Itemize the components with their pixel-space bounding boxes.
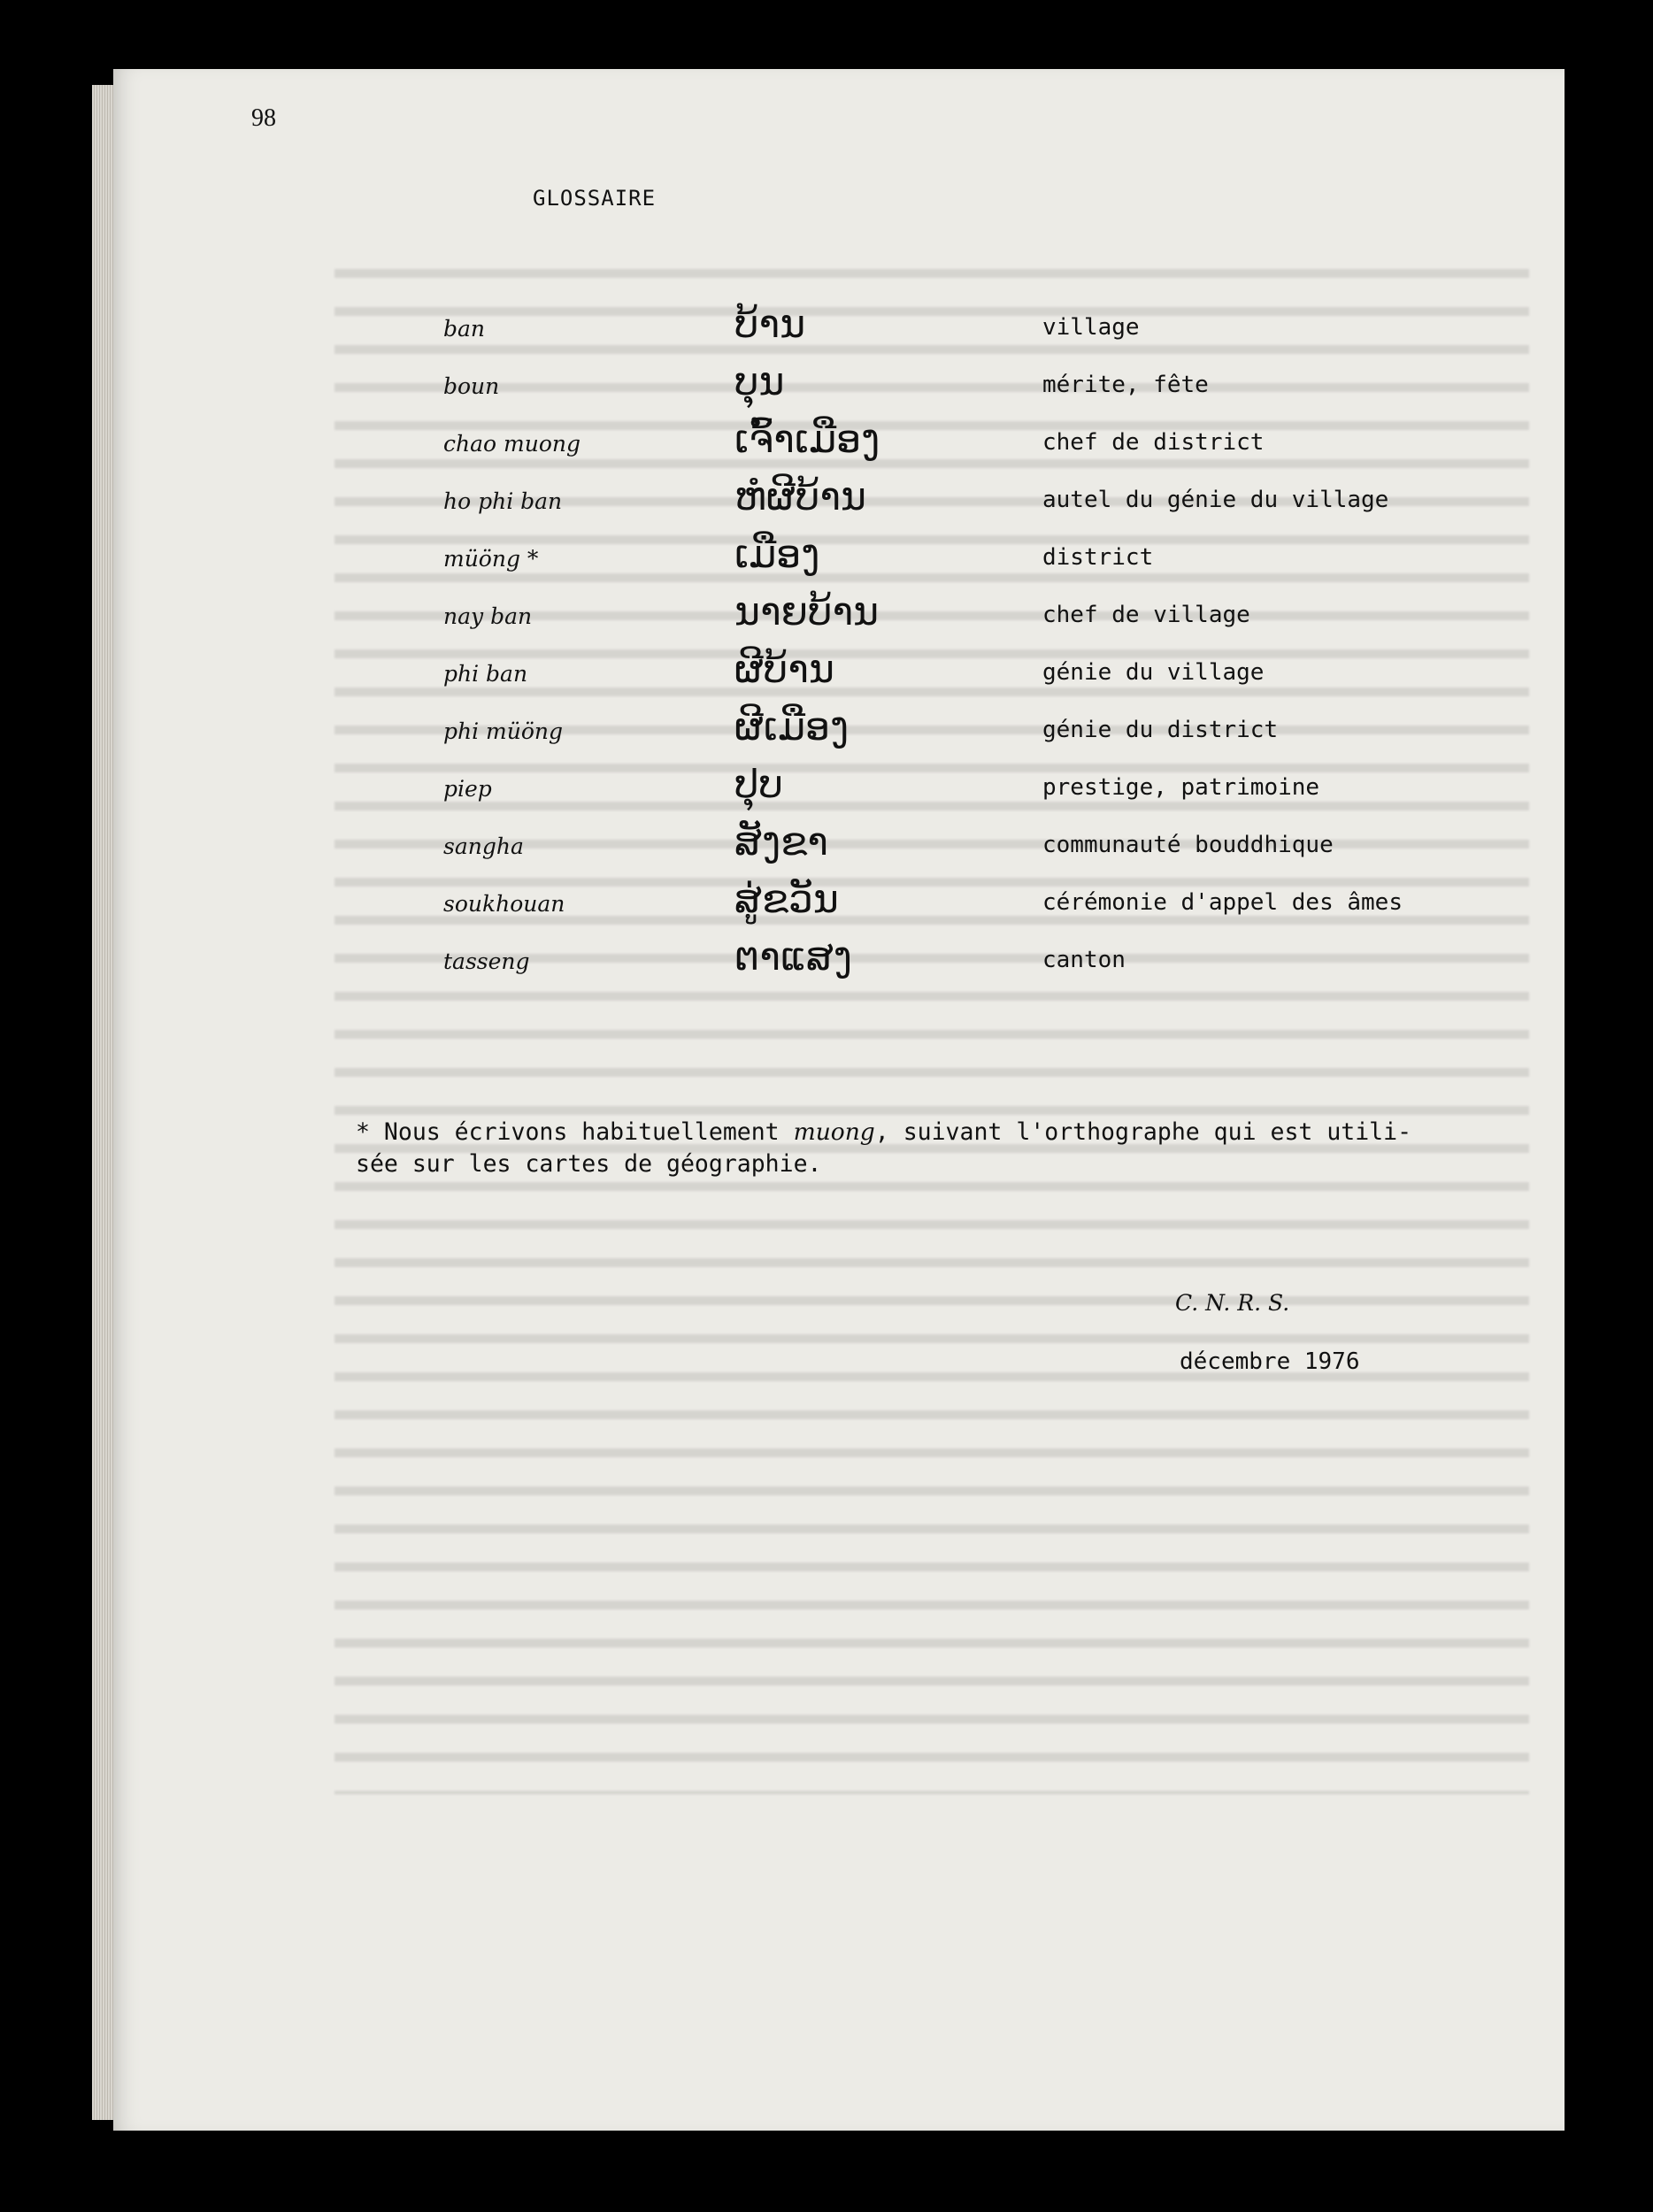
glossary-entry xyxy=(0,300,1653,357)
glossary-definition: canton xyxy=(1042,947,1126,973)
glossary-term: ho phi ban xyxy=(443,488,563,514)
glossary-definition: communauté bouddhique xyxy=(1042,832,1334,858)
glossary-definition: village xyxy=(1042,314,1140,341)
glossary-lao-script: ນາຍບ້ານ xyxy=(734,589,880,634)
glossary-lao-script: ເຈົ້າເມືອງ xyxy=(734,417,880,462)
glossary-definition: génie du district xyxy=(1042,717,1279,743)
glossary-entry xyxy=(0,530,1653,587)
glossary-term: nay ban xyxy=(443,603,533,629)
glossary-definition: district xyxy=(1042,544,1154,571)
glossary-entry xyxy=(0,703,1653,759)
glossary-term: soukhouan xyxy=(443,891,565,917)
glossary-term: phi müöng xyxy=(443,718,564,744)
glossary-term: phi ban xyxy=(443,661,528,687)
glossary-lao-script: ຫໍຜີບ້ານ xyxy=(734,474,867,519)
footnote xyxy=(356,1117,1435,1180)
glossary-entry xyxy=(0,818,1653,874)
glossary-entry xyxy=(0,472,1653,529)
glossary-definition: cérémonie d'appel des âmes xyxy=(1042,889,1403,916)
glossary-definition: génie du village xyxy=(1042,659,1265,686)
glossary-entry xyxy=(0,875,1653,932)
glossary-term: ban xyxy=(443,316,486,342)
footnote-line-1 xyxy=(356,1117,1435,1148)
glossary-entry xyxy=(0,933,1653,989)
glossary-lao-script: ຕາແສງ xyxy=(734,934,853,979)
glossary-lao-script: ຜີບ້ານ xyxy=(734,647,834,692)
glossary-term: sangha xyxy=(443,833,524,859)
glossary-entry xyxy=(0,588,1653,644)
glossary-entry xyxy=(0,645,1653,702)
glossary-lao-script: ຜີເມືອງ xyxy=(734,704,850,749)
glossary-definition: mérite, fête xyxy=(1042,372,1209,398)
glossary-definition: prestige, patrimoine xyxy=(1042,774,1320,801)
glossary-term: tasseng xyxy=(443,949,530,974)
glossary-entry xyxy=(0,357,1653,414)
glossary-definition: autel du génie du village xyxy=(1042,487,1389,513)
glossary-title: GLOSSAIRE xyxy=(533,186,657,211)
footnote-text-end: , suivant l'orthographe qui est utili- xyxy=(874,1118,1412,1146)
page-number: 98 xyxy=(251,104,276,132)
glossary-lao-script: ບຸນ xyxy=(734,359,785,404)
glossary-definition: chef de district xyxy=(1042,429,1265,456)
footnote-italic-term: muong xyxy=(793,1118,875,1146)
glossary-entry xyxy=(0,760,1653,817)
glossary-lao-script: ປຸບ xyxy=(734,762,783,807)
glossary-entry xyxy=(0,415,1653,472)
glossary-lao-script: ສັງຂາ xyxy=(734,819,828,864)
glossary-term: müöng * xyxy=(443,546,539,572)
footnote-line-2: sée sur les cartes de géographie. xyxy=(356,1150,822,1178)
glossary-lao-script: ເມືອງ xyxy=(734,532,820,577)
glossary-lao-script: ບ້ານ xyxy=(734,302,806,347)
glossary-term: chao muong xyxy=(443,431,580,457)
document-date: décembre 1976 xyxy=(1180,1348,1360,1375)
glossary-lao-script: ສູ່ຂວັນ xyxy=(734,877,839,922)
glossary-definition: chef de village xyxy=(1042,602,1250,628)
affiliation: C. N. R. S. xyxy=(1175,1290,1290,1316)
glossary-term: piep xyxy=(443,776,492,802)
glossary-term: boun xyxy=(443,373,500,399)
footnote-text-start: * Nous écrivons habituellement xyxy=(356,1118,794,1146)
